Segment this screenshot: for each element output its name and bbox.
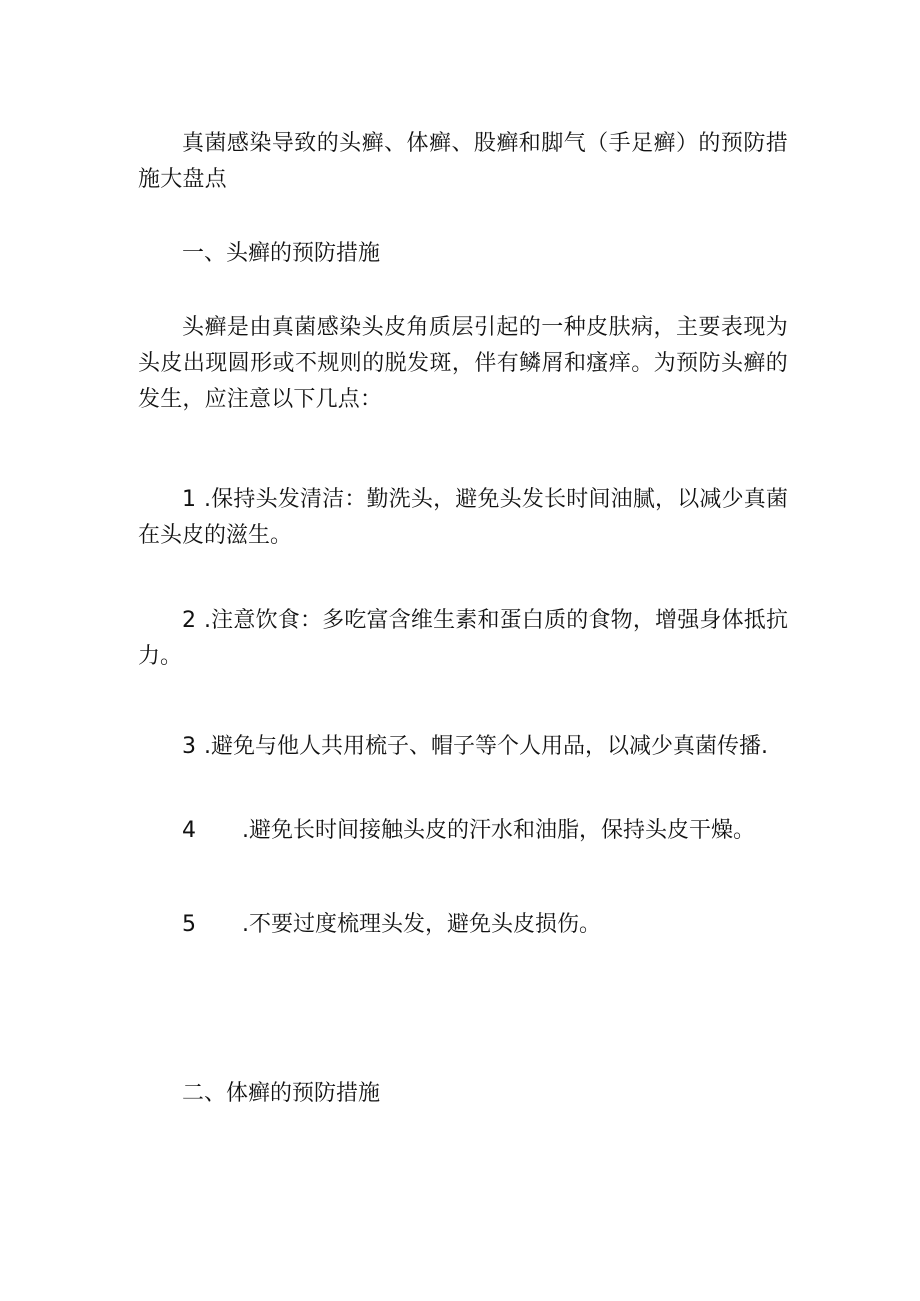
list-item-3 [138, 729, 788, 765]
list-item-text: .不要过度梳理头发，避免头皮损伤。 [242, 912, 601, 937]
list-item-2 [138, 603, 788, 675]
list-item-text: .注意饮食：多吃富含维生素和蛋白质的食物，增强身体抵抗力。 [138, 608, 788, 669]
list-item-text: .避免长时间接触头皮的汗水和油脂，保持头皮干燥。 [242, 818, 755, 843]
list-item-5 [138, 907, 788, 943]
section-heading-2: 二、体癣的预防措施 [182, 1081, 381, 1106]
list-item-number: 1 [182, 487, 196, 512]
list-item-number: 2 [182, 608, 196, 633]
list-item-text: .避免与他人共用梳子、帽子等个人用品，以减少真菌传播. [204, 734, 768, 759]
list-item-text: .保持头发清洁：勤洗头，避免头发长时间油腻，以减少真菌在头皮的滋生。 [138, 487, 788, 548]
section-heading-1: 一、头癣的预防措施 [182, 241, 381, 266]
section-1-intro-paragraph: 头癣是由真菌感染头皮角质层引起的一种皮肤病，主要表现为头皮出现圆形或不规则的脱发斑，伴有鳞屑和瘙痒。为预防头癣的发生，应注意以下几点： [138, 315, 788, 412]
list-item-number: 4 [182, 818, 196, 843]
list-item-1 [138, 482, 788, 554]
list-item-number: 3 [182, 734, 196, 759]
list-item-number: 5 [182, 912, 196, 937]
list-item-4 [138, 813, 788, 849]
document-title: 真菌感染导致的头癣、体癣、股癣和脚气（手足癣）的预防措施大盘点 [138, 131, 788, 192]
